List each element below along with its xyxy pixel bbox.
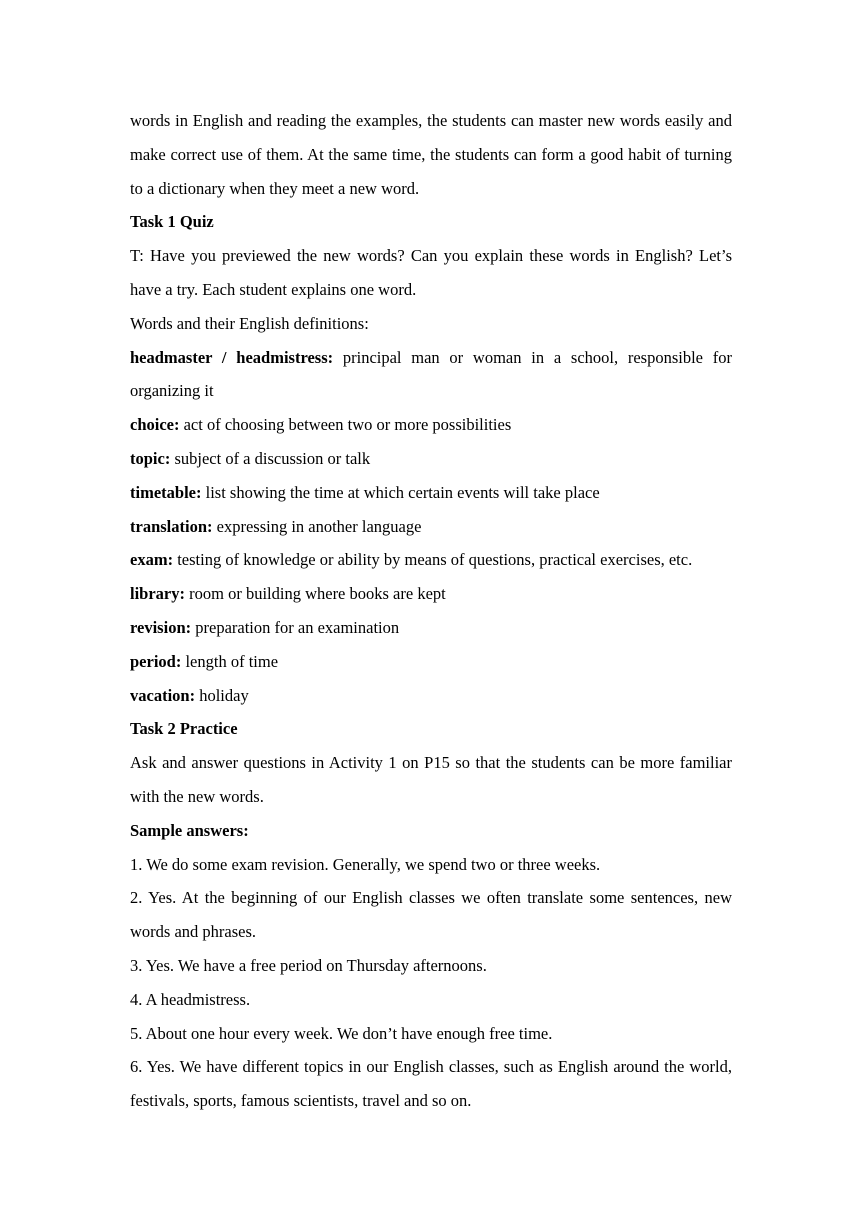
word-term: topic: <box>130 448 171 468</box>
word-entry <box>130 577 732 611</box>
answer-item: 5. About one hour every week. We don’t have enough free time. <box>130 1023 553 1043</box>
answer-item: 6. Yes. We have different topics in our English classes, such as English around the world, festivals, sports, famous scientists, travel and so on. <box>130 1057 732 1111</box>
answer-item: 3. Yes. We have a free period on Thursday afternoons. <box>130 955 487 975</box>
word-term: translation: <box>130 516 213 536</box>
word-definition: testing of knowledge or ability by means of questions, practical exercises, etc. <box>173 550 693 570</box>
word-definition: subject of a discussion or talk <box>170 448 371 468</box>
word-definition: list showing the time at which certain events will take place <box>201 482 600 502</box>
word-entry <box>130 476 732 510</box>
word-definition: act of choosing between two or more possibilities <box>179 415 512 435</box>
word-definition: principal man or woman in a school, responsible for organizing it <box>130 347 732 401</box>
word-entry <box>130 408 732 442</box>
word-term: headmaster / headmistress: <box>130 347 334 367</box>
word-entry <box>130 679 732 713</box>
word-entry <box>130 442 732 476</box>
word-definition: preparation for an examination <box>191 617 400 637</box>
word-list-intro: Words and their English definitions: <box>130 313 369 333</box>
word-definition: expressing in another language <box>212 516 422 536</box>
word-term: choice: <box>130 415 180 435</box>
word-entry <box>130 543 732 577</box>
word-entry <box>130 645 732 679</box>
word-definition: length of time <box>181 651 279 671</box>
word-term: period: <box>130 651 182 671</box>
word-term: revision: <box>130 617 192 637</box>
task1-prompt: T: Have you previewed the new words? Can you explain these words in English? Let’s have a try. Each student explains one word. <box>130 246 732 299</box>
answer-item: 4. A headmistress. <box>130 989 251 1009</box>
word-entry <box>130 341 732 409</box>
word-definition: room or building where books are kept <box>185 584 446 604</box>
task2-text: Ask and answer questions in Activity 1 on P15 so that the students can be more familiar with the new words. <box>130 753 732 806</box>
word-term: timetable: <box>130 482 202 502</box>
word-entry <box>130 510 732 544</box>
word-entry <box>130 611 732 645</box>
word-definition: holiday <box>195 685 249 705</box>
task1-heading: Task 1 Quiz <box>130 212 214 232</box>
intro-paragraph: words in English and reading the examples, the students can master new words easily and make correct use of them. At the same time, the students can form a good habit of turning to a dictionary when they meet a new word. <box>130 111 732 198</box>
answer-item: 2. Yes. At the beginning of our English classes we often translate some sentences, new words and phrases. <box>130 888 732 942</box>
word-term: library: <box>130 584 185 604</box>
word-term: vacation: <box>130 685 196 705</box>
task2-heading: Task 2 Practice <box>130 719 238 739</box>
document-page <box>130 104 732 1118</box>
sample-answers-heading: Sample answers: <box>130 820 249 840</box>
word-term: exam: <box>130 550 174 570</box>
answer-item: 1. We do some exam revision. Generally, we spend two or three weeks. <box>130 854 601 874</box>
